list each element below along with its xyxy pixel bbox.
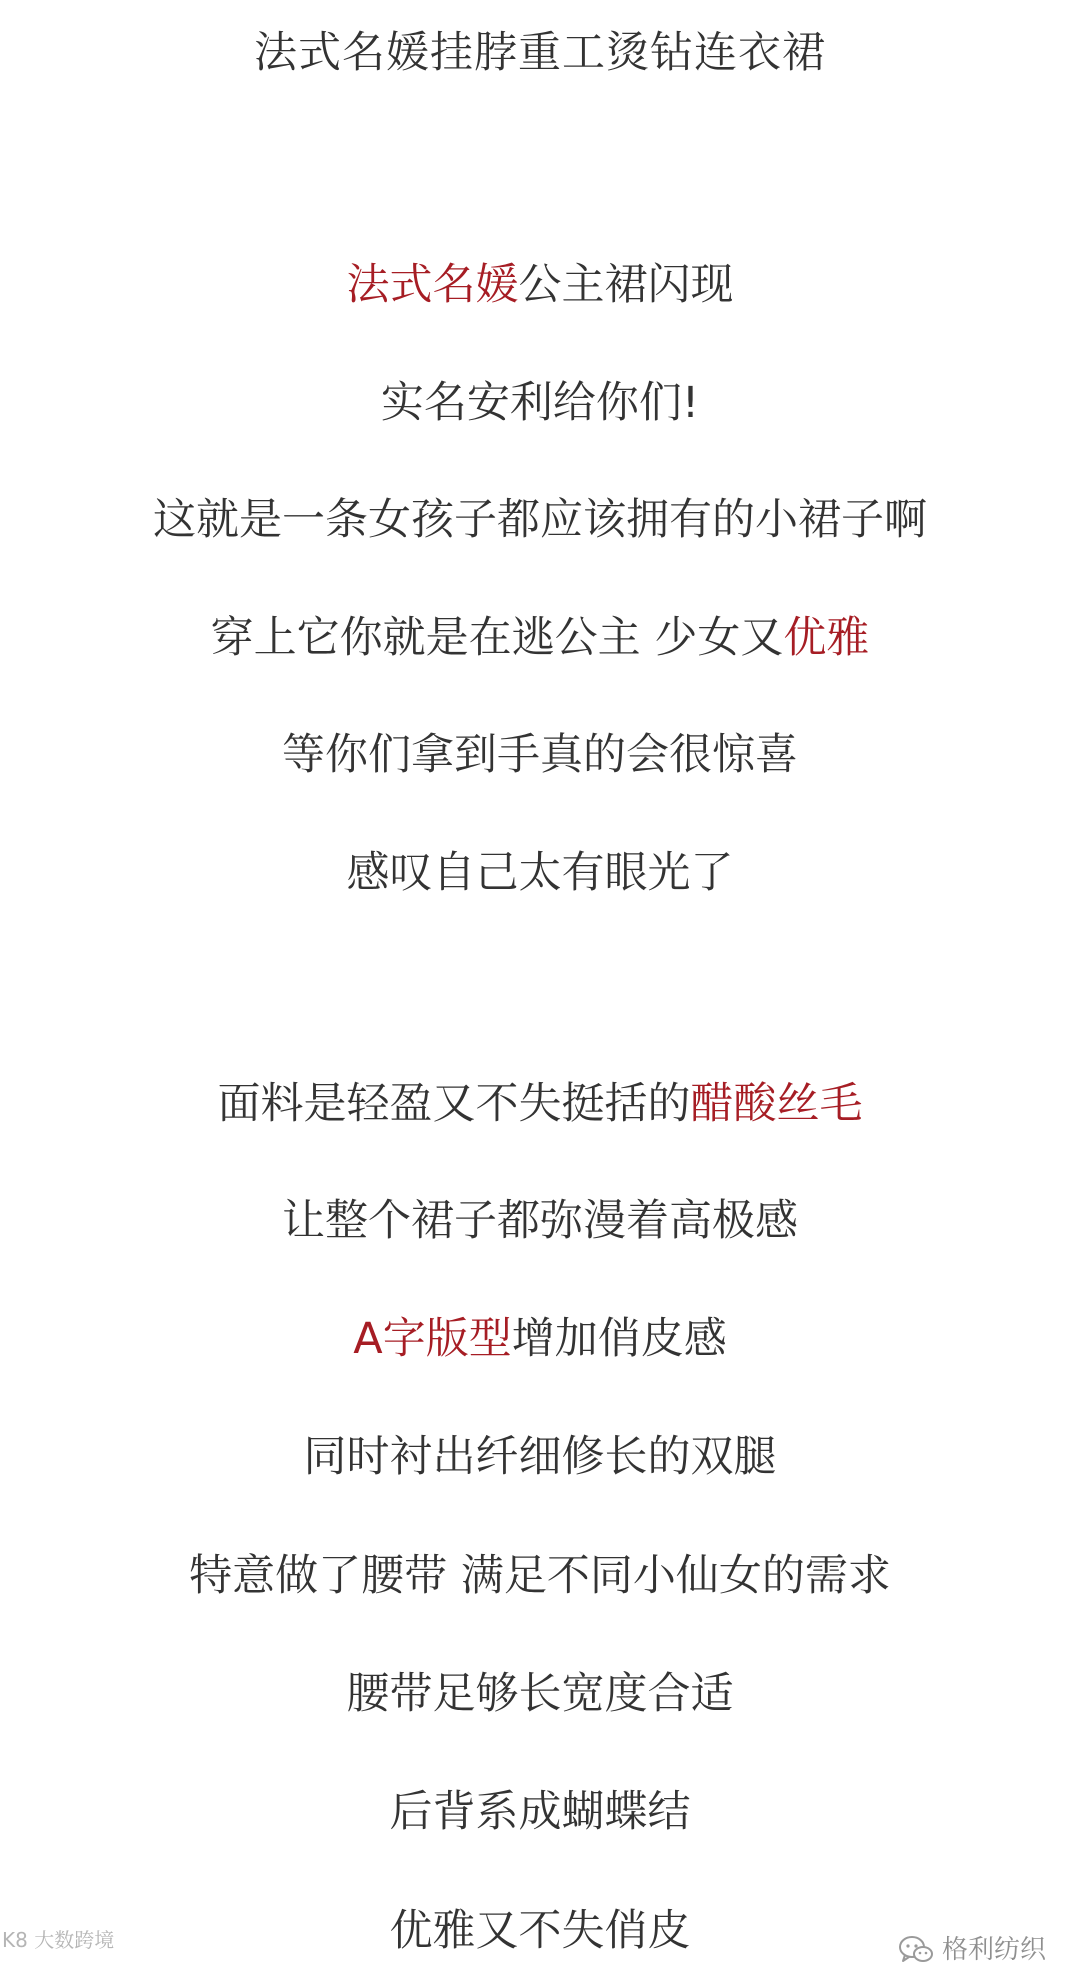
body-text: 同时衬出纤细修长的双腿 (303, 1432, 777, 1482)
body-line (0, 1659, 1080, 1729)
body-text: 等你们拿到手真的会很惊喜 (282, 730, 798, 780)
body-text: 后背系成蝴蝶结 (389, 1787, 691, 1837)
body-text: 腰带足够长宽度合适 (346, 1669, 734, 1719)
body-line (0, 368, 1080, 438)
body-text: 公主裙闪现 (518, 260, 734, 310)
body-line (0, 1777, 1080, 1847)
body-line (0, 603, 1080, 673)
body-text: 让整个裙子都弥漫着高极感 (282, 1196, 798, 1246)
body-line (0, 1069, 1080, 1139)
body-line (0, 838, 1080, 908)
watermark-left: K8 大数跨境 (2, 1928, 115, 1952)
body-line (0, 485, 1080, 555)
body-text: 面料是轻盈又不失挺括的 (217, 1079, 691, 1129)
highlight-text: 优雅 (783, 613, 870, 663)
body-text: 特意做了腰带 满足不同小仙女的需求 (189, 1551, 891, 1601)
watermark-account-name: 格利纺织 (941, 1935, 1046, 1965)
article-title: 法式名媛挂脖重工烫钻连衣裙 (254, 28, 826, 78)
body-line (0, 720, 1080, 790)
wechat-icon (898, 1935, 934, 1965)
highlight-text: 醋酸丝毛 (690, 1079, 863, 1129)
body-line (0, 1304, 1080, 1374)
body-line (0, 1422, 1080, 1492)
highlight-text: 法式名媛 (346, 260, 519, 310)
body-text: 这就是一条女孩子都应该拥有的小裙子啊 (153, 495, 927, 545)
body-line (0, 1186, 1080, 1256)
body-text: 感叹自己太有眼光了 (346, 848, 734, 898)
body-text: 穿上它你就是在逃公主 少女又 (210, 613, 784, 663)
body-text: 实名安利给你们! (380, 378, 700, 428)
body-text: 优雅又不失俏皮 (389, 1906, 691, 1956)
body-line (0, 250, 1080, 320)
body-line (0, 1541, 1080, 1611)
body-text: 增加俏皮感 (511, 1314, 727, 1364)
watermark-right (898, 1930, 1046, 1970)
highlight-text: A字版型 (353, 1314, 512, 1364)
